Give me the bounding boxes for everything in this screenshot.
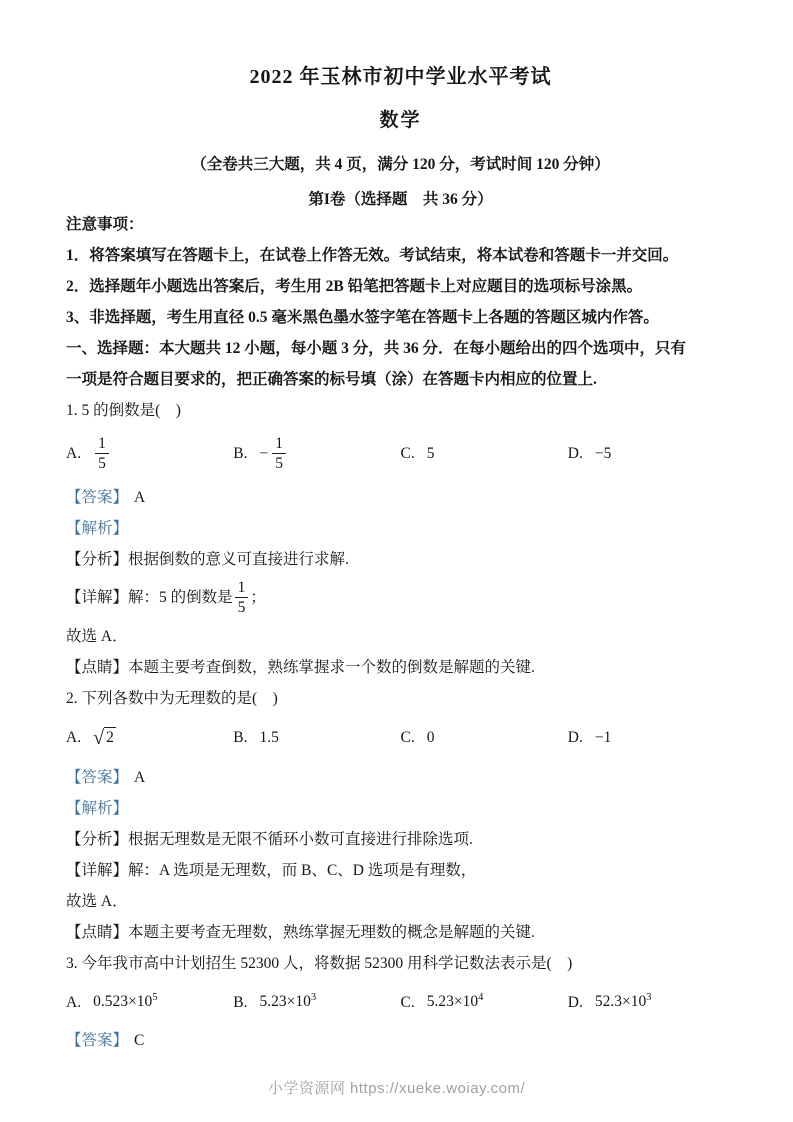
radical-icon: √ [93,727,105,749]
question-3-block [66,948,735,1056]
answer-value: C [134,1032,145,1049]
option-3c [401,992,568,1011]
question-1-dianjing-line [66,652,735,683]
xiangjie-marker: 【详解】 [66,862,129,879]
option-2a [66,727,233,749]
exam-info: （全卷共三大题，共 4 页，满分 120 分，考试时间 120 分钟） [191,156,610,173]
option-letter: C. [400,445,415,462]
option-letter: A. [66,993,82,1011]
answer-marker: 【答案】 [66,1032,129,1049]
subject-title: 数学 [379,110,422,131]
option-value: 0 [426,729,435,746]
option-1c [401,445,568,463]
option-letter: D. [567,729,583,746]
question-2-detail-line [66,855,735,886]
detail-text: 解：A 选项是无理数，而 B、C、D 选项是有理数， [128,862,477,879]
answer-marker: 【答案】 [66,769,129,786]
exponent: 4 [478,992,484,1004]
option-2d [568,729,735,747]
question-2-block [66,683,735,948]
option-value: 5.23×10 [259,993,311,1011]
question-2-jiexi-line [66,793,735,824]
question-1-detail-line [66,575,735,621]
option-letter: D. [567,993,583,1011]
option-value: 1.5 [259,729,279,746]
option-3a [66,992,233,1011]
question-1-text: 1. 5 的倒数是( ) [66,402,181,419]
option-value: 5.23×10 [426,993,479,1011]
fenxi-marker: 【分析】 [66,551,129,568]
fraction: $\frac{1}{5}$ [235,579,249,616]
question-2-text: 2. 下列各数中为无理数的是( ) [66,690,278,707]
exponent: 3 [646,992,652,1004]
answer-marker: 【答案】 [66,489,129,506]
option-1b [233,436,400,473]
dianjing-marker: 【点睛】 [66,659,129,676]
option-letter: B. [233,444,248,462]
question-2-fenxi-line [66,824,735,855]
notice-item-3: 3、非选择题，考生用直径 0.5 毫米黑色墨水签字笔在答题卡上各题的答题区城内作答。 [66,309,659,326]
dianjing-text: 本题主要考查倒数，熟练掌握求一个数的倒数是解题的关键. [128,659,535,676]
question-1-fenxi-line [66,544,735,575]
instructions-line-2: 一项是符合题目要求的，把正确答案的标号填（涂）在答题卡内相应的位置上. [66,371,597,388]
xiangjie-marker: 【详解】 [66,589,129,606]
fenxi-text: 根据倒数的意义可直接进行求解. [128,551,349,568]
dianjing-text: 本题主要考查无理数，熟练掌握无理数的概念是解题的关键. [128,924,535,941]
question-1-choose-line: 故选 A． [66,628,128,645]
fenxi-text: 根据无理数是无限不循环小数可直接进行排除选项. [128,831,473,848]
notice-item-2: 2．选择题年小题选出答案后，考生用 2B 铅笔把答题卡上对应题目的选项标号涂黑。 [66,278,643,295]
footer-watermark: 小学资源网 https://xueke.woiay.com/ [267,1080,526,1097]
fenxi-marker: 【分析】 [66,831,129,848]
option-letter: B. [233,729,248,746]
option-value: 0.523×10 [93,993,153,1011]
detail-prefix: 解：5 的倒数是 [128,589,233,606]
question-3-options [66,981,735,1023]
notice-item-1: 1．将答案填写在答题卡上，在试卷上作答无效。考试结束，将本试卷和答题卡一并交回。 [66,247,679,264]
exponent: 3 [310,992,317,1004]
question-1-block [66,395,735,683]
option-1d [568,445,735,463]
option-3d [568,992,735,1011]
question-1-options [66,428,735,480]
answer-value: A [134,769,146,786]
detail-suffix: ； [250,589,266,606]
dianjing-marker: 【点睛】 [66,924,129,941]
page-title: 2022 年玉林市初中学业水平考试 [249,66,552,88]
question-2-dianjing-line [66,917,735,948]
question-3-answer-line [66,1025,735,1056]
question-3-text: 3. 今年我市高中计划招生 52300 人，将数据 52300 用科学记数法表示是( ) [66,955,573,972]
option-1a [66,436,233,473]
option-3b [233,992,400,1011]
answer-value: A [134,489,146,506]
exponent: 5 [152,992,158,1004]
option-value: −1 [594,729,612,746]
option-value: 5 [426,445,435,462]
question-1-jiexi-line [66,513,735,544]
minus-sign: − [259,444,269,462]
option-letter: A. [66,728,82,746]
jiexi-marker: 【解析】 [66,800,129,817]
square-root: √ 2 [93,727,114,749]
option-letter: C. [400,729,415,746]
option-2b [233,729,400,747]
option-value: 52.3×10 [594,993,647,1011]
fraction: $\frac{1}{5}$ [272,435,286,472]
question-1-answer-line [66,482,735,513]
question-2-options [66,716,735,760]
option-letter: B. [233,993,248,1011]
section-title: 第I卷（选择题 共 36 分） [308,191,493,208]
option-letter: D. [567,445,583,462]
instructions-line-1: 一、选择题：本大题共 12 小题，每小题 3 分，共 36 分．在每小题给出的四个选项中，只有 [66,340,687,357]
option-letter: C. [400,993,415,1011]
notice-heading: 注意事项： [66,216,144,233]
fraction: $\frac{1}{5}$ [95,435,109,472]
question-2-answer-line [66,762,735,793]
option-letter: A. [66,444,82,462]
option-2c [401,729,568,747]
question-2-choose-line: 故选 A． [66,893,128,910]
jiexi-marker: 【解析】 [66,520,129,537]
option-value: −5 [594,445,612,462]
